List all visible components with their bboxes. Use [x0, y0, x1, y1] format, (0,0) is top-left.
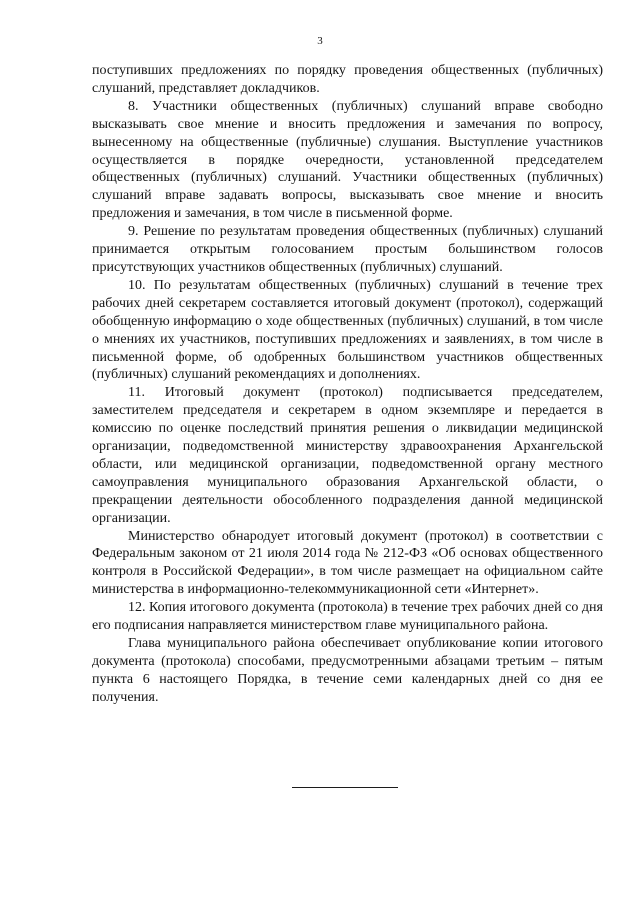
paragraph-item-8: 8. Участники общественных (публичных) слушаний вправе свободно высказывать свое мнение и вносить предложения и замечания по вопросу, вынесенному на общественные (публичные) слушания. Выступление участников осуществляется в порядке очередности, установленной председателем общественных (публичных) слушаний. Участники общественных (публичных) слушаний вправе задавать вопросы, высказывать свое мнение и вносить предложения и замечания, в том числе в письменной форме. — [92, 98, 603, 222]
paragraph-item-9: 9. Решение по результатам проведения общественных (публичных) слушаний принимается открытым голосованием простым большинством голосов присутствующих участников общественных (публичных) слушаний. — [92, 224, 603, 275]
paragraph-item-12: 12. Копия итогового документа (протокола) в течение трех рабочих дней со дня его подписания направляется министерством главе муниципального района. — [92, 600, 603, 634]
paragraph-item-10: 10. По результатам общественных (публичных) слушаний в течение трех рабочих дней секретарем составляется итоговый документ (протокол), содержащий обобщенную информацию о ходе общественных (публичных) слушаний, в том числе о мнениях их участников, поступивших предложениях и заявлениях, в том числе в письменной форме, об одобренных большинством участников общественных (публичных) слушаний рекомендациях и дополнениях. — [92, 277, 603, 383]
document-body — [92, 62, 603, 707]
paragraph-continuation: поступивших предложениях по порядку проведения общественных (публичных) слушаний, представляет докладчиков. — [92, 63, 603, 96]
paragraph-head-of-district: Глава муниципального района обеспечивает опубликование копии итогового документа (протокола) способами, предусмотренными абзацами третьим – пятым пункта 6 настоящего Порядка, в течение семи календарных дней со дня ее получения. — [92, 636, 603, 705]
document-end-divider — [292, 787, 398, 788]
paragraph-ministry-publication: Министерство обнародует итоговый документ (протокол) в соответствии с Федеральным законом от 21 июля 2014 года № 212-ФЗ «Об основах общественного контроля в Российской Федерации», в том числе размещает на официальном сайте министерства в информационно-телекоммуникационной сети «Интернет». — [92, 528, 603, 598]
paragraph-item-11: 11. Итоговый документ (протокол) подписывается председателем, заместителем председателя и секретарем в одном экземпляре и передается в комиссию по оценке последствий принятия решения о ликвидации медицинской организации, подведомственной министерству здравоохранения Архангельской области, или медицинской организации, подведомственной органу местного самоуправления муниципального образования Архангельской области, о прекращении деятельности обособленного подразделения данной медицинской организации. — [92, 385, 603, 526]
page-number: 3 — [317, 35, 323, 47]
